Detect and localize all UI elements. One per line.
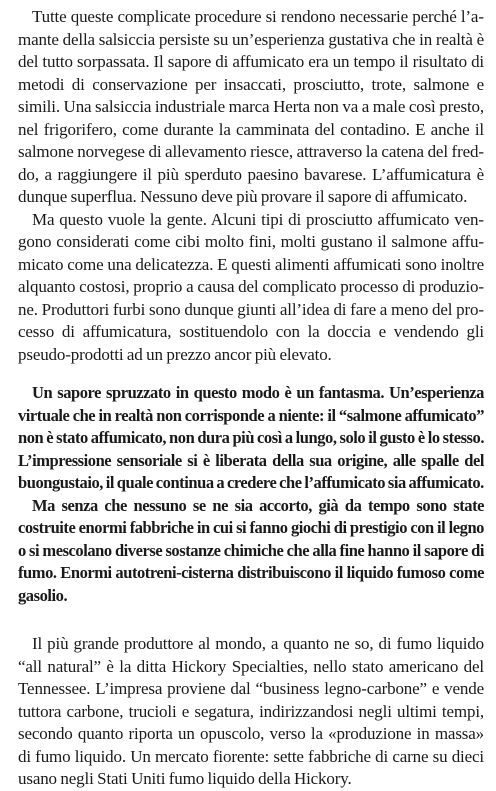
paragraph-sprayed-flavour-phantom: Un sapore spruzzato in questo modo è un fantasma. Un’esperienza virtuale che in realtà non corrisponde a niente: il “salmone affumicato” non è stato affumicato, non dura più così a lungo, solo il gusto è lo stesso. L’impressione sensoriale si è liberata della sua origine, alle spalle del buongustaio, il quale continua a credere che l’affumicato sia affumicato. [18,383,484,492]
book-page [18,6,484,791]
paragraph-spacer [18,366,484,382]
paragraph-hickory-specialties: Il più grande produttore al mondo, a quanto ne so, di fumo liquido “all natural” è la ditta Hickory Specialties, nello stato americano del Tennessee. L’impresa proviene dal “business legno-carbone” e vende tuttora carbone, trucioli e segatura, indirizzandosi negli ultimi tempi, secondo quanto riporta un opuscolo, verso la «produzione in massa» di fumo liquido. Un mercato fiorente: sette fabbriche di carne su dieci usano negli Stati Uniti fumo liquido della Hickory. [18,634,484,788]
paragraph-spacer [18,607,484,633]
paragraph-smoked-taste-obsolete: Tutte queste complicate procedure si rendono necessarie perché l’amante della salsiccia persiste su un’esperienza gustativa che in realtà è del tutto sorpassata. Il sapore di affumicato era un tempo il risultato di metodi di conservazione per insaccati, prosciutto, trote, salmone e simili. Una salsiccia industriale marca Herta non va a male così presto, nel frigorifero, come durante la camminata del contadino. E anche il salmone norvegese di allevamento riesce, attraverso la catena del freddo, a raggiungere il più sperduto paesino bavarese. L’affumicatura è dunque superflua. Nessuno deve più provare il sapore di affumicato. [18,7,484,206]
paragraph-smoke-factories: Ma senza che nessuno se ne sia accorto, già da tempo sono state costruite enormi fabbriche in cui si fanno giochi di prestigio con il legno o si mescolano diverse sostanze chimiche che alla fine hanno il sapore di fumo. Enormi autotreni-cisterna distribuiscono il liquido fumoso come gasolio. [18,495,484,605]
paragraph-smoked-products-costly: Ma questo vuole la gente. Alcuni tipi di prosciutto affumicato vengono considerati come cibi molto fini, molti gustano il salmone affumicato come una delicatezza. E questi alimenti affumicati sono inoltre alquanto costosi, proprio a causa del complicato processo di produzione. Produttori furbi sono dunque giunti all’idea di fare a meno del processo di affumicatura, sostituendolo con la doccia e vendendo gli pseudo-prodotti ad un prezzo ancor più elevato. [18,209,484,364]
